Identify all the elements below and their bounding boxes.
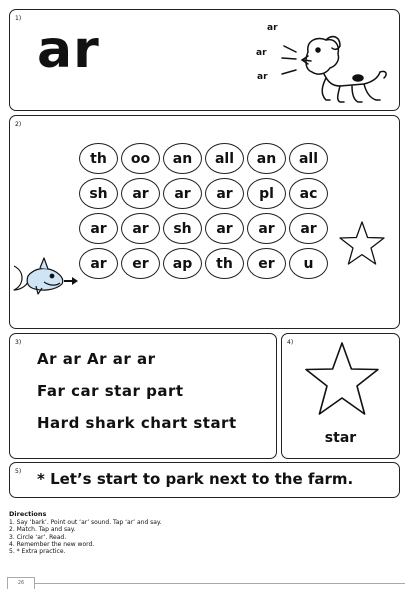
section-number: 2) bbox=[15, 121, 22, 128]
sound-bubble[interactable]: all bbox=[205, 143, 244, 174]
practice-sentence: * Let’s start to park next to the farm. bbox=[37, 470, 354, 488]
grid-row bbox=[79, 143, 331, 174]
sound-bubble[interactable]: er bbox=[247, 248, 286, 279]
direction-item: 4. Remember the new word. bbox=[9, 540, 95, 548]
direction-item: 1. Say ‘bark’. Point out ‘ar’ sound. Tap ‘ar’ and say. bbox=[9, 519, 162, 526]
page-number: 26 bbox=[7, 577, 35, 589]
sound-bubble[interactable]: all bbox=[289, 143, 328, 174]
sound-bubble[interactable]: sh bbox=[163, 213, 202, 244]
section-number: 1) bbox=[15, 15, 22, 22]
direction-item: 3. Circle ‘ar’. Read. bbox=[9, 533, 67, 541]
footer-divider bbox=[35, 583, 405, 584]
sound-bubble[interactable]: ap bbox=[163, 248, 202, 279]
reading-line: Ar ar Ar ar ar bbox=[37, 350, 156, 368]
sound-bubble[interactable]: ar bbox=[205, 178, 244, 209]
section-4-panel bbox=[281, 333, 400, 459]
sound-bubble[interactable]: ar bbox=[289, 213, 328, 244]
sound-bubble[interactable]: pl bbox=[247, 178, 286, 209]
arrow-right-icon bbox=[64, 277, 78, 285]
sound-bubble[interactable]: sh bbox=[79, 178, 118, 209]
grid-row bbox=[79, 178, 331, 209]
sound-bubble[interactable]: oo bbox=[121, 143, 160, 174]
grid-row bbox=[79, 248, 331, 279]
direction-item: 5. * Extra practice. bbox=[9, 548, 66, 556]
sound-bubble[interactable]: ar bbox=[121, 178, 160, 209]
section-5-panel bbox=[9, 462, 400, 498]
sound-bubble[interactable]: ar bbox=[163, 178, 202, 209]
new-word: star bbox=[324, 430, 357, 446]
reading-line: Far car star part bbox=[37, 382, 184, 400]
sound-bubble[interactable]: ar bbox=[121, 213, 160, 244]
star-icon bbox=[338, 220, 386, 266]
barking-dog-icon bbox=[278, 30, 390, 108]
sound-bubble[interactable]: an bbox=[163, 143, 202, 174]
sound-bubble[interactable]: ar bbox=[205, 213, 244, 244]
dog-sound-label: ar bbox=[256, 48, 267, 58]
section-1-panel bbox=[9, 9, 400, 111]
star-picture-icon bbox=[302, 340, 382, 418]
sound-bubble[interactable]: ar bbox=[247, 213, 286, 244]
section-number: 4) bbox=[287, 339, 294, 346]
sound-bubble[interactable]: th bbox=[205, 248, 244, 279]
section-2-panel bbox=[9, 115, 400, 329]
sound-bubble[interactable]: an bbox=[247, 143, 286, 174]
focus-sound-heading: ar bbox=[37, 20, 100, 80]
direction-item: 2. Match. Tap and say. bbox=[9, 526, 76, 534]
dog-sound-label: ar bbox=[267, 23, 278, 33]
sound-bubble[interactable]: ac bbox=[289, 178, 328, 209]
sound-bubble[interactable]: ar bbox=[79, 213, 118, 244]
directions-title: Directions bbox=[9, 510, 47, 518]
directions-list bbox=[9, 519, 162, 555]
sound-match-grid bbox=[79, 143, 331, 283]
section-3-panel bbox=[9, 333, 277, 459]
section-number: 3) bbox=[15, 339, 22, 346]
sound-bubble[interactable]: ar bbox=[79, 248, 118, 279]
sound-bubble[interactable]: u bbox=[289, 248, 328, 279]
sound-bubble[interactable]: er bbox=[121, 248, 160, 279]
grid-row bbox=[79, 213, 331, 244]
section-number: 5) bbox=[15, 468, 22, 475]
dog-sound-label: ar bbox=[257, 72, 268, 82]
sound-bubble[interactable]: th bbox=[79, 143, 118, 174]
reading-line: Hard shark chart start bbox=[37, 414, 237, 432]
shark-icon bbox=[12, 256, 66, 300]
